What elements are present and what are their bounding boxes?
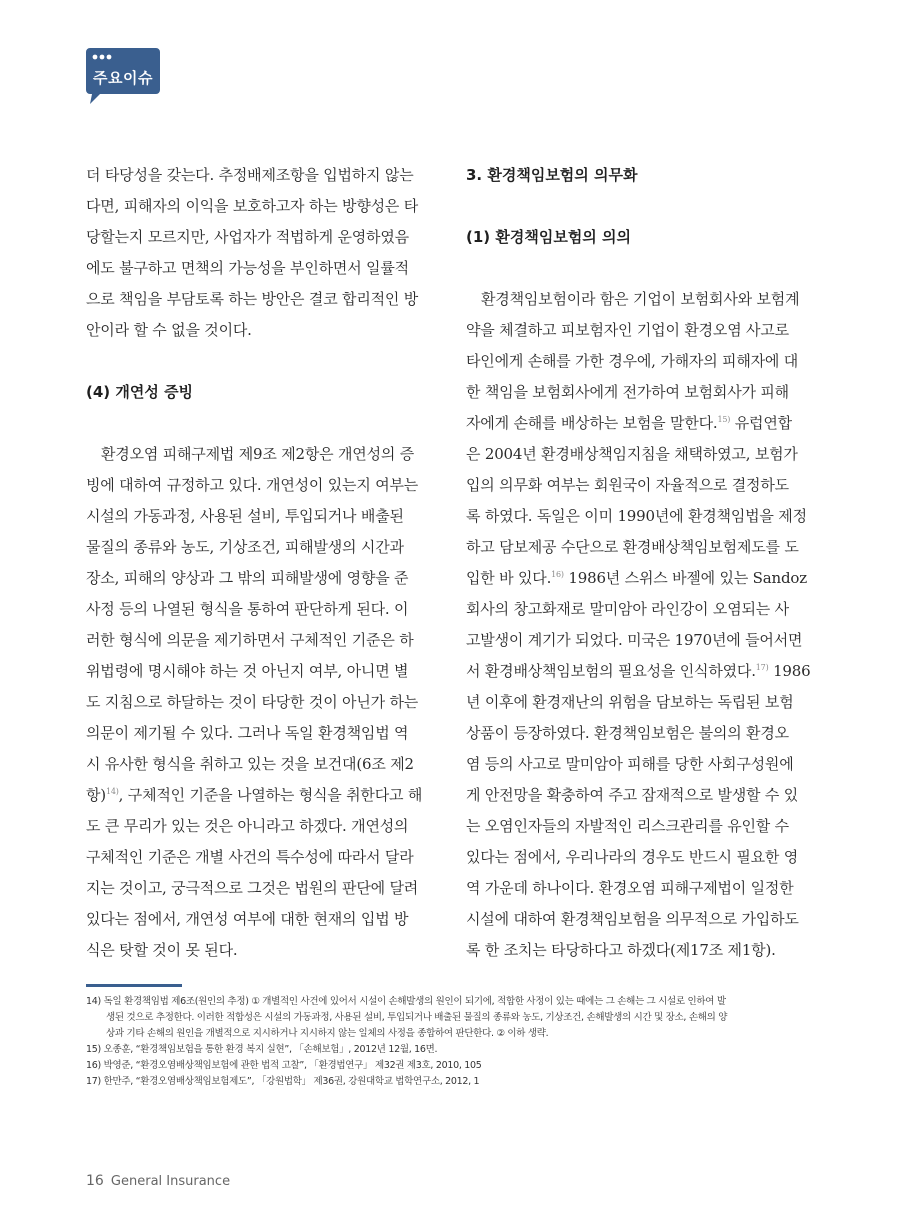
section-heading: (4) 개연성 증빙 xyxy=(86,383,194,401)
body-text: 자에게 손해를 배상하는 보험을 말한다. xyxy=(466,414,718,432)
body-line: 타인에게 손해를 가한 경우에, 가해자의 피해자에 대 xyxy=(466,352,799,370)
body-line xyxy=(466,563,816,594)
footnote-16: 16) 박영준, “환경오염배상책임보험에 관한 법적 고찰”, 「환경법연구」 제32권 제3호, 2010, 105 xyxy=(86,1060,482,1071)
body-line: 러한 형식에 의문을 제기하면서 구체적인 기준은 하 xyxy=(86,631,414,649)
footnote-14-cont: 상과 기타 손해의 원인을 개별적으로 지시하거나 지시하지 않는 일체의 사정을 종합하여 판단한다. ② 이하 생략. xyxy=(106,1028,549,1039)
body-text: 유럽연합 xyxy=(730,414,792,432)
body-line: 게 안전망을 확충하여 주고 잠재적으로 발생할 수 있 xyxy=(466,786,799,804)
body-line xyxy=(466,656,816,687)
body-line: 환경오염 피해구제법 제9조 제2항은 개연성의 증 xyxy=(101,445,415,463)
body-line: 하고 담보제공 수단으로 환경배상책임보험제도를 도 xyxy=(466,538,799,556)
body-line: 도 큰 무리가 있는 것은 아니라고 하겠다. 개연성의 xyxy=(86,817,409,835)
body-line: 에도 불구하고 면책의 가능성을 부인하면서 일률적 xyxy=(86,259,409,277)
body-line: 은 2004년 환경배상책임지침을 채택하였고, 보험가 xyxy=(466,445,798,463)
body-line: 다면, 피해자의 이익을 보호하고자 하는 방향성은 타 xyxy=(86,197,419,215)
body-text: 서 환경배상책임보험의 필요성을 인식하였다. xyxy=(466,662,756,680)
right-column xyxy=(466,160,816,966)
body-line: 사정 등의 나열된 형식을 통하여 판단하게 된다. 이 xyxy=(86,600,409,618)
body-line: 으로 책임을 부담토록 하는 방안은 결코 합리적인 방 xyxy=(86,290,419,308)
body-line: 의문이 제기될 수 있다. 그러나 독일 환경책임법 역 xyxy=(86,724,409,742)
footnote-ref: 16) xyxy=(551,570,564,579)
section-heading: 3. 환경책임보험의 의무화 xyxy=(466,166,638,184)
section-badge xyxy=(86,48,160,104)
footnote-divider xyxy=(86,984,182,987)
body-line: 있다는 점에서, 개연성 여부에 대한 현재의 입법 방 xyxy=(86,910,409,928)
body-line: 시설의 가동과정, 사용된 설비, 투입되거나 배출된 xyxy=(86,507,404,525)
body-line: 회사의 창고화재로 말미암아 라인강이 오염되는 사 xyxy=(466,600,789,618)
section-badge-label: 주요이슈 xyxy=(93,69,153,87)
footnote-ref: 15) xyxy=(717,415,731,424)
body-line: 한 책임을 보험회사에게 전가하여 보험회사가 피해 xyxy=(466,383,789,401)
body-line: 염 등의 사고로 말미암아 피해를 당한 사회구성원에 xyxy=(466,755,794,773)
body-line: 약을 체결하고 피보험자인 기업이 환경오염 사고로 xyxy=(466,321,789,339)
body-text: 항) xyxy=(86,786,106,804)
body-line: 물질의 종류와 농도, 기상조건, 피해발생의 시간과 xyxy=(86,538,404,556)
body-line: 록 하였다. 독일은 이미 1990년에 환경책임법을 제정 xyxy=(466,507,807,525)
body-line: 장소, 피해의 양상과 그 밖의 피해발생에 영향을 준 xyxy=(86,569,409,587)
body-line: 입의 의무화 여부는 회원국이 자율적으로 결정하도 xyxy=(466,476,789,494)
page-footer xyxy=(86,1170,230,1189)
footnote-ref: 17) xyxy=(755,663,769,672)
body-line: 는 오염인자들의 자발적인 리스크관리를 유인할 수 xyxy=(466,817,789,835)
body-line: 환경책임보험이라 함은 기업이 보험회사와 보험계 xyxy=(481,290,800,308)
body-line xyxy=(86,780,436,811)
subsection-heading: (1) 환경책임보험의 의의 xyxy=(466,228,632,246)
body-line: 당할는지 모르지만, 사업자가 적법하게 운영하였음 xyxy=(86,228,409,246)
body-line: 도 지침으로 하달하는 것이 타당한 것이 아닌가 하는 xyxy=(86,693,419,711)
body-text: , 구체적인 기준을 나열하는 형식을 취한다고 해 xyxy=(118,786,423,804)
body-line: 있다는 점에서, 우리나라의 경우도 반드시 필요한 영 xyxy=(466,848,799,866)
body-line: 지는 것이고, 궁극적으로 그것은 법원의 판단에 달려 xyxy=(86,879,419,897)
footnote-14: 14) 독일 환경책임법 제6조(원인의 추정) ① 개별적인 사건에 있어서 시설이 손해발생의 원인이 되기에, 적합한 사정이 있는 때에는 그 손해는 그 시설로 인하여 발 xyxy=(86,996,726,1007)
footnote-17: 17) 한만주, “환경오염배상책임보험제도”, 「강원법학」 제36권, 강원대학교 법학연구소, 2012, 1 xyxy=(86,1076,480,1087)
body-text: 1986년 스위스 바젤에 있는 Sandoz xyxy=(563,569,807,587)
footnotes xyxy=(86,994,826,1090)
body-line: 상품이 등장하였다. 환경책임보험은 불의의 환경오 xyxy=(466,724,789,742)
body-line: 위법령에 명시해야 하는 것 아닌지 여부, 아니면 별 xyxy=(86,662,409,680)
body-line: 구체적인 기준은 개별 사건의 특수성에 따라서 달라 xyxy=(86,848,414,866)
body-line: 시 유사한 형식을 취하고 있는 것을 보건대(6조 제2 xyxy=(86,755,414,773)
left-column xyxy=(86,160,436,966)
body-line: 년 이후에 환경재난의 위험을 담보하는 독립된 보험 xyxy=(466,693,794,711)
body-line: 록 한 조치는 타당하다고 하겠다(제17조 제1항). xyxy=(466,941,776,959)
footnote-15: 15) 오종훈, “환경책임보험을 통한 환경 복지 실현”, 「손해보험」, 2012년 12월, 16면. xyxy=(86,1044,438,1055)
publication-name: General Insurance xyxy=(110,1174,231,1189)
body-line: 고발생이 계기가 되었다. 미국은 1970년에 들어서면 xyxy=(466,631,803,649)
page-number: 16 xyxy=(86,1173,104,1189)
body-line: 더 타당성을 갖는다. 추정배제조항을 입법하지 않는 xyxy=(86,166,414,184)
body-line: 시설에 대하여 환경책임보험을 의무적으로 가입하도 xyxy=(466,910,799,928)
footnote-ref: 14) xyxy=(105,787,119,796)
footnote-14-cont: 생된 것으로 추정한다. 이러한 적합성은 시설의 가동과정, 사용된 설비, 투입되거나 배출된 물질의 종류와 농도, 기상조건, 손해발생의 시간 및 장소, 손해의 양 xyxy=(106,1012,728,1023)
body-text: 1986 xyxy=(768,662,811,680)
body-text: 입한 바 있다. xyxy=(466,569,552,587)
body-line: 안이라 할 수 없을 것이다. xyxy=(86,321,252,339)
body-line: 식은 탓할 것이 못 된다. xyxy=(86,941,238,959)
body-line: 빙에 대하여 규정하고 있다. 개연성이 있는지 여부는 xyxy=(86,476,419,494)
body-line xyxy=(466,408,816,439)
body-line: 역 가운데 하나이다. 환경오염 피해구제법이 일정한 xyxy=(466,879,794,897)
